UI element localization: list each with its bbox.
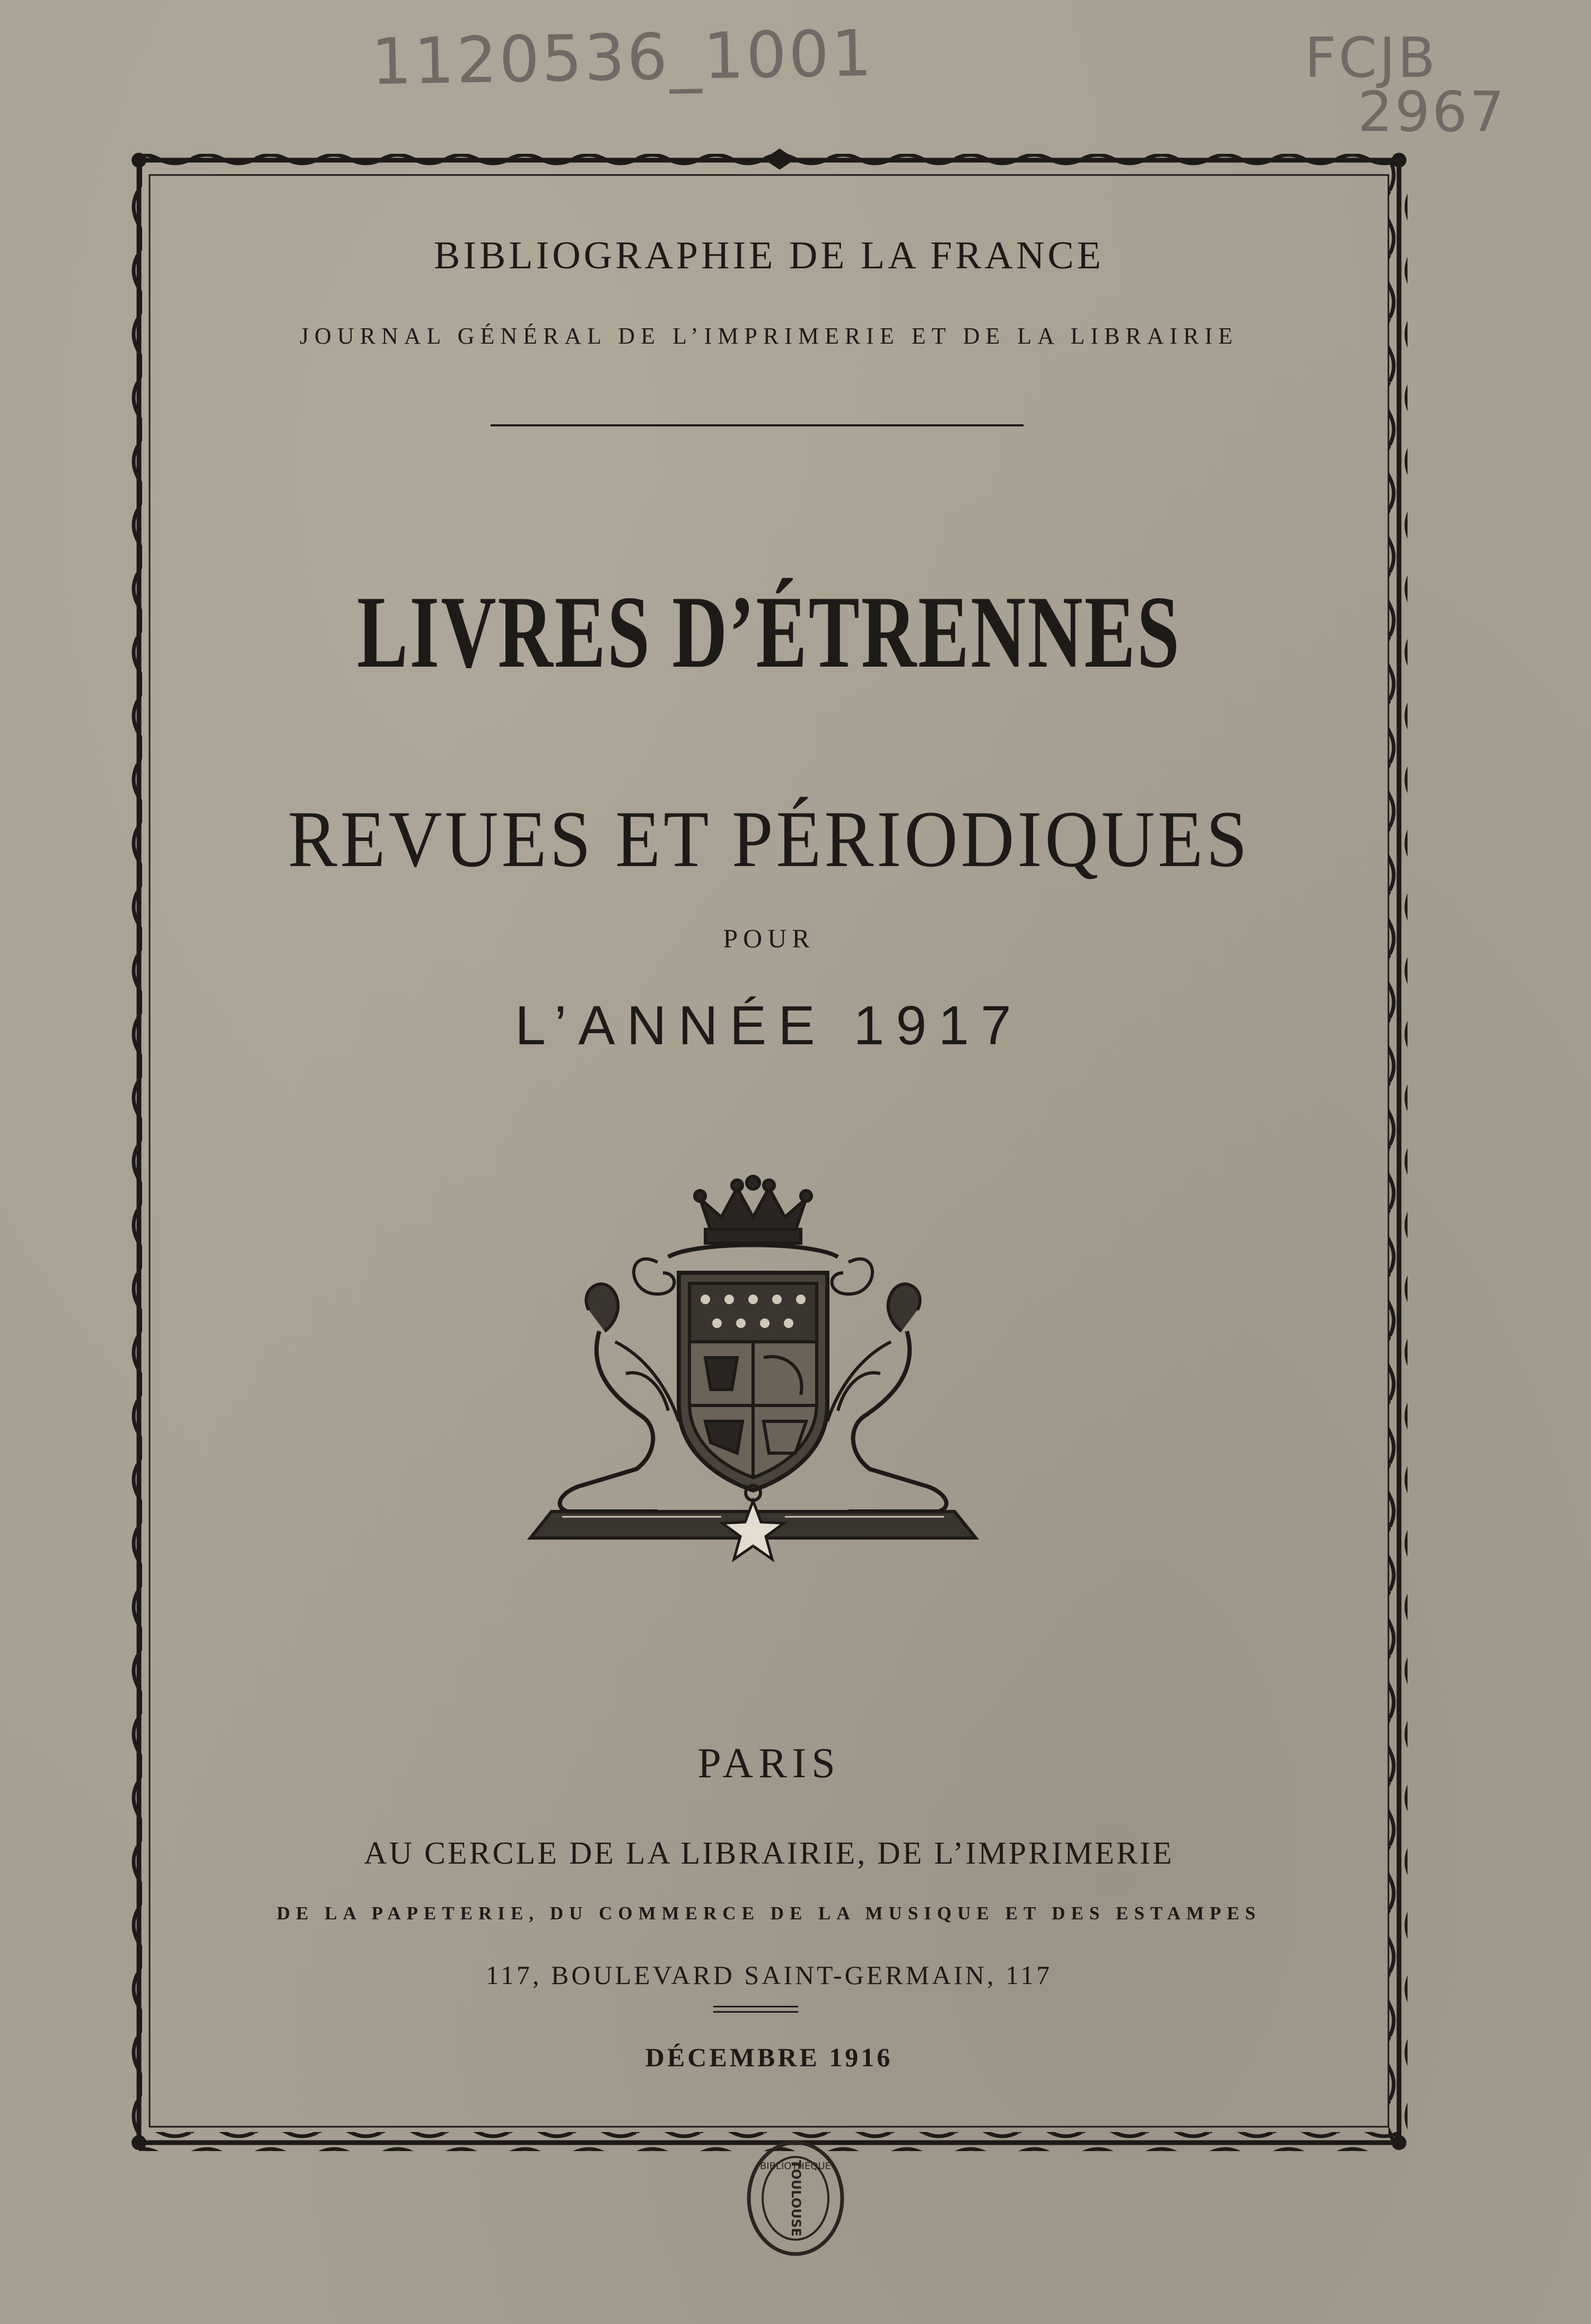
publication-date: DÉCEMBRE 1916 (645, 2042, 893, 2072)
stamp-text-top: BIBLIOTHÈQUE (759, 2161, 832, 2172)
handwritten-collection-code: FCJB (1305, 25, 1438, 90)
library-stamp-icon (742, 2137, 849, 2259)
publisher-line-2: DE LA PAPETERIE, DU COMMERCE DE LA MUSIQUE ET DES ESTAMPES (276, 1903, 1262, 1924)
coat-of-arms-icon (520, 1167, 986, 1580)
main-title: LIVRES D’ÉTRENNES (357, 575, 1181, 689)
stamp-text-center: TOULOUSE (789, 2160, 803, 2237)
handwritten-shelf-mark: 1120536_1001 (370, 16, 875, 100)
title-rule (491, 424, 1024, 426)
address-rule (713, 2006, 798, 2007)
subtitle: REVUES ET PÉRIODIQUES (287, 794, 1251, 884)
address-rule (713, 2011, 798, 2013)
publisher-line-1: AU CERCLE DE LA LIBRAIRIE, DE L’IMPRIMERIE (364, 1836, 1174, 1871)
handwritten-collection-number: 2967 (1358, 80, 1507, 144)
year-line: L’ANNÉE 1917 (515, 995, 1023, 1056)
journal-subtitle: JOURNAL GÉNÉRAL DE L’IMPRIMERIE ET DE LA LIBRAIRIE (299, 323, 1239, 349)
subtitle-connector: POUR (723, 923, 815, 953)
imprint-city: PARIS (697, 1740, 841, 1787)
journal-title: BIBLIOGRAPHIE DE LA FRANCE (434, 234, 1104, 277)
publisher-address: 117, BOULEVARD SAINT-GERMAIN, 117 (485, 1960, 1053, 1990)
